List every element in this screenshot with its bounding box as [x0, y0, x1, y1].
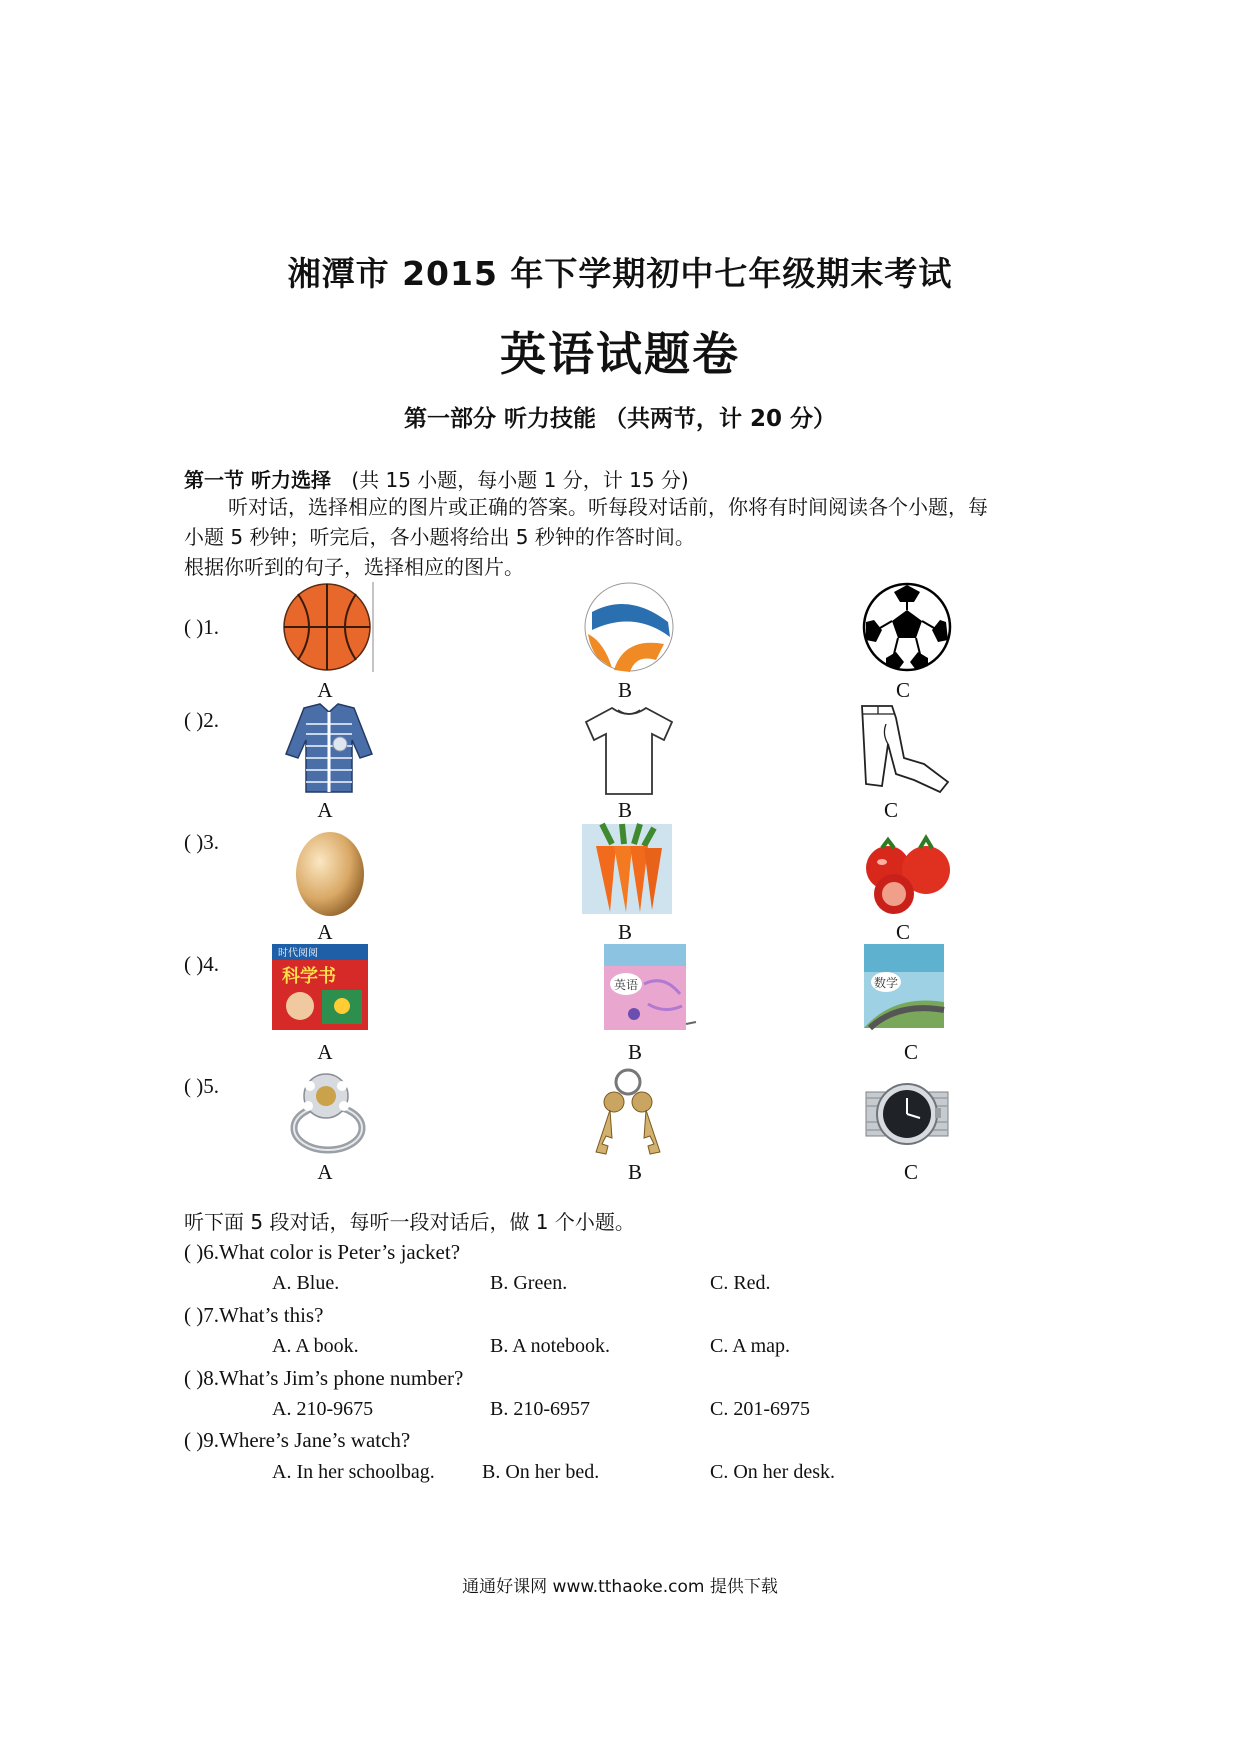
q3-option-b-label: B — [617, 920, 632, 944]
question-8-number: ( )8. — [184, 1366, 219, 1390]
q5-option-b-label: B — [627, 1160, 642, 1184]
q4-option-c-label: C — [903, 1040, 918, 1064]
science-book-top-text: 时代阅阅 — [278, 948, 318, 959]
paper-title: 英语试题卷 — [500, 327, 740, 381]
q8-option-b: B. 210-6957 — [490, 1398, 590, 1420]
question-6 — [184, 1240, 460, 1265]
watch-icon — [862, 1068, 952, 1160]
q9-option-b: B. On her bed. — [482, 1461, 600, 1483]
question-5-number: ( )5. — [184, 1074, 219, 1098]
tomatoes-icon — [860, 826, 952, 916]
q6-option-b: B. Green. — [490, 1272, 568, 1294]
science-book-title: 科学书 — [282, 966, 336, 987]
part-title: 第一部分 听力技能 （共两节，计 20 分） — [403, 406, 837, 432]
q1-option-a-label: A — [317, 678, 333, 702]
question-6-number: ( )6. — [184, 1240, 219, 1264]
exam-title: 湘潭市 2015 年下学期初中七年级期末考试 — [287, 254, 953, 293]
volleyball-icon — [584, 582, 674, 672]
q8-option-a: A. 210-9675 — [272, 1398, 374, 1420]
q7-option-c: C. A map. — [710, 1335, 791, 1357]
question-1-number: ( )1. — [184, 615, 219, 639]
q2-option-a-label: A — [317, 798, 333, 822]
question-3-number: ( )3. — [184, 830, 219, 854]
q9-option-a: A. In her schoolbag. — [272, 1461, 435, 1483]
footer-credit: 通通好课网 www.tthaoke.com 提供下载 — [462, 1577, 778, 1597]
q2-option-b-label: B — [617, 798, 632, 822]
q6-option-a: A. Blue. — [272, 1272, 340, 1294]
keys-icon — [588, 1066, 668, 1158]
math-book-title: 数学 — [874, 976, 899, 990]
tshirt-icon — [584, 706, 674, 796]
instruction-line-1: 听对话，选择相应的图片或正确的答案。听每段对话前，你将有时间阅读各个小题，每 — [228, 495, 988, 519]
q3-option-a-label: A — [317, 920, 333, 944]
question-2-number: ( )2. — [184, 708, 219, 732]
dialogue-instruction: 听下面 5 段对话，每听一段对话后，做 1 个小题。 — [184, 1210, 635, 1234]
section-heading — [184, 464, 689, 493]
picture-instruction: 根据你听到的句子，选择相应的图片。 — [184, 555, 524, 579]
question-9-number: ( )9. — [184, 1428, 219, 1452]
question-8 — [184, 1366, 463, 1391]
q1-option-b-label: B — [617, 678, 632, 702]
english-book-title: 英语 — [614, 978, 639, 992]
q5-option-a-label: A — [317, 1160, 333, 1184]
basketball-icon — [284, 582, 374, 672]
english-book-icon — [604, 944, 696, 1030]
soccer-ball-icon — [862, 582, 952, 672]
sweater-icon — [284, 704, 374, 794]
ring-icon — [286, 1068, 372, 1160]
q2-option-c-label: C — [883, 798, 898, 822]
q1-option-c-label: C — [895, 678, 910, 702]
pants-icon — [856, 704, 952, 794]
q7-option-a: A. A book. — [272, 1335, 359, 1357]
q6-option-c: C. Red. — [710, 1272, 771, 1294]
q3-option-c-label: C — [895, 920, 910, 944]
q9-option-c: C. On her desk. — [710, 1461, 835, 1483]
question-7-text: What’s this? — [219, 1303, 324, 1327]
instruction-line-2: 小题 5 秒钟；听完后，各小题将给出 5 秒钟的作答时间。 — [184, 525, 695, 549]
egg-icon — [292, 826, 368, 918]
section-name: 第一节 听力选择 — [184, 468, 331, 492]
q5-option-c-label: C — [903, 1160, 918, 1184]
q4-option-a-label: A — [317, 1040, 333, 1064]
question-8-text: What’s Jim’s phone number? — [219, 1366, 464, 1390]
science-book-icon — [272, 944, 368, 1030]
carrots-icon — [582, 824, 672, 914]
q4-option-b-label: B — [627, 1040, 642, 1064]
section-score-note: (共 15 小题，每小题 1 分，计 15 分) — [351, 468, 689, 492]
q8-option-c: C. 201-6975 — [710, 1398, 810, 1420]
math-book-icon — [864, 944, 944, 1028]
question-9 — [184, 1428, 410, 1453]
question-9-text: Where’s Jane’s watch? — [219, 1428, 411, 1452]
question-6-text: What color is Peter’s jacket? — [219, 1240, 461, 1264]
q7-option-b: B. A notebook. — [490, 1335, 611, 1357]
question-7 — [184, 1303, 323, 1328]
question-4-number: ( )4. — [184, 952, 219, 976]
question-7-number: ( )7. — [184, 1303, 219, 1327]
